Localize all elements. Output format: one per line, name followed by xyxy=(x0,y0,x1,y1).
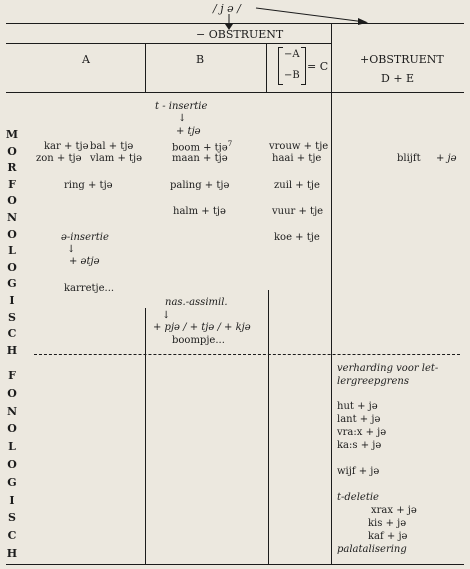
morfonologisch-label: M O R F O N O L O G I S C H xyxy=(5,128,19,357)
col-c-example-zuil: zuil + tje xyxy=(274,180,320,191)
phon-example-vrax: vra:x + jə xyxy=(337,427,387,438)
col-b-example-maan: maan + tjə xyxy=(172,153,228,164)
t-insertion-result: + tjə xyxy=(176,126,201,137)
col-a-example-kar: kar + tjə xyxy=(44,141,89,152)
minus-obstruent-heading: − OBSTRUENT xyxy=(196,28,284,41)
phon-example-xrax: xrax + jə xyxy=(371,505,417,516)
schwa-insertion-rule: ə-insertie xyxy=(61,232,109,243)
col-c-example-haai: haai + tje xyxy=(272,153,322,164)
column-c-minus-b: −B xyxy=(284,70,300,81)
header-sub-rule xyxy=(6,43,331,44)
column-c-equals: = C xyxy=(307,60,329,73)
divider-a-b-body xyxy=(145,308,146,564)
col-b-example-boompje: boompje... xyxy=(172,335,225,346)
final-devoicing-rule-line1: verharding voor let- xyxy=(337,363,439,374)
morfo-fono-boundary xyxy=(34,354,460,355)
header-top-rule xyxy=(6,23,464,24)
col-b-example-boom: boom + tjə$^7$ xyxy=(172,140,233,154)
col-b-example-paling: paling + tjə xyxy=(170,180,230,191)
phon-example-hut: hut + jə xyxy=(337,401,378,412)
phon-example-kas: ka:s + jə xyxy=(337,440,382,451)
column-a-heading: A xyxy=(82,53,90,66)
final-devoicing-rule-line2: lergreepgrens xyxy=(337,376,409,387)
col-a-example-karretje: karretje... xyxy=(64,283,115,294)
input-form-label: / j ə / xyxy=(213,2,241,15)
col-c-example-vuur: vuur + tje xyxy=(272,206,324,217)
col-de-example-blijft: blijft xyxy=(397,153,421,164)
divider-b-c-header xyxy=(266,43,267,92)
schwa-insertion-result: + ətjə xyxy=(69,256,100,267)
divider-a-b-header xyxy=(145,43,146,92)
schwa-insertion-arrow: ↓ xyxy=(67,244,76,255)
column-b-heading: B xyxy=(196,53,205,66)
nasal-assimilation-arrow: ↓ xyxy=(162,310,171,321)
column-de-heading: D + E xyxy=(381,72,415,85)
nasal-assimilation-rule: nas.-assimil. xyxy=(165,297,228,308)
nasal-assimilation-result: + pjə / + tjə / + kjə xyxy=(153,322,251,333)
divider-minus-plus xyxy=(331,23,332,564)
col-de-example-suffix: + jə xyxy=(436,153,457,164)
phon-example-lant: lant + jə xyxy=(337,414,381,425)
footnote-marker: 7 xyxy=(227,140,233,148)
plus-obstruent-heading: +OBSTRUENT xyxy=(360,53,444,66)
table-bottom-rule xyxy=(6,564,464,565)
col-a-example-vlam: vlam + tjə xyxy=(90,153,143,164)
col-a-example-bal: bal + tjə xyxy=(90,141,134,152)
t-insertion-arrow: ↓ xyxy=(178,113,187,124)
phon-example-kis: kis + jə xyxy=(368,518,407,529)
header-bottom-rule xyxy=(6,92,464,93)
phon-example-kaf: kaf + jə xyxy=(368,531,408,542)
phon-example-wijf: wijf + jə xyxy=(337,466,380,477)
t-insertion-rule: t - insertie xyxy=(155,101,208,112)
col-b-example-halm: halm + tjə xyxy=(173,206,226,217)
divider-b-c-body xyxy=(268,290,269,564)
col-c-example-koe: koe + tje xyxy=(274,232,320,243)
column-c-minus-a: −A xyxy=(284,49,300,60)
col-a-example-zon: zon + tjə xyxy=(36,153,82,164)
palatalization-rule: palatalisering xyxy=(337,544,407,555)
col-a-example-ring: ring + tjə xyxy=(64,180,113,191)
t-deletion-rule: t-deletie xyxy=(337,492,379,503)
col-c-example-vrouw: vrouw + tje xyxy=(269,141,329,152)
fonologisch-label: F O N O L O G I S C H xyxy=(6,369,18,560)
